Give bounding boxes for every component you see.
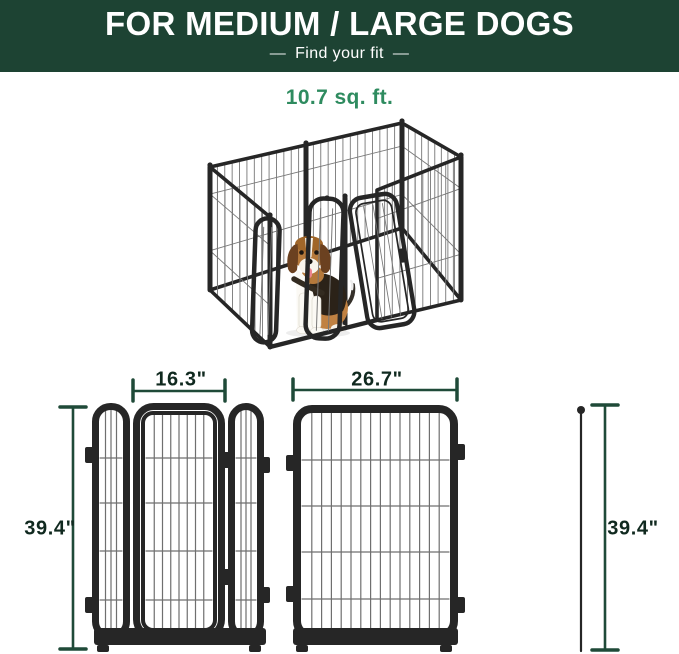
banner-title: FOR MEDIUM / LARGE DOGS <box>105 5 574 42</box>
gate-width-label: 16.3" <box>155 368 207 391</box>
gate-panel-diagram <box>60 380 270 652</box>
banner-subtitle <box>0 45 679 63</box>
playpen-3d-illustration <box>180 110 480 368</box>
panel-height-label: 39.4" <box>607 517 659 540</box>
header-banner <box>0 0 679 72</box>
panel-side-profile <box>577 406 585 651</box>
banner-subtitle-text: Find your fit <box>295 44 384 62</box>
panel-width-label: 26.7" <box>351 368 403 391</box>
subtitle-dash-right: — <box>392 44 410 62</box>
area-size-label: 10.7 sq. ft. <box>285 86 394 109</box>
subtitle-dash-left: — <box>269 44 287 62</box>
gate-height-label: 39.4" <box>24 517 76 540</box>
single-panel-diagram <box>286 379 618 652</box>
dimension-diagrams <box>0 360 679 654</box>
